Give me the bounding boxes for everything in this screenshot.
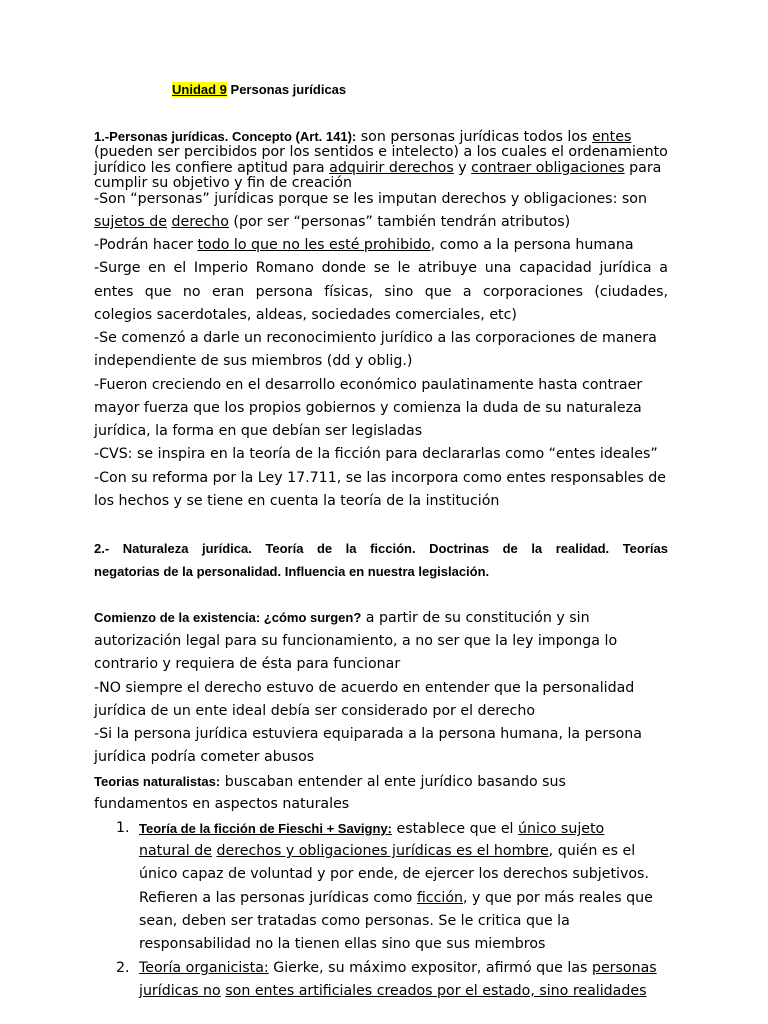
s1-line-16: -CVS: se inspira en la teoría de la ficción para declararlas como “entes ideales” (94, 446, 658, 462)
existence-heading: Comienzo de la existencia: ¿cómo surgen? (94, 610, 362, 625)
underlined-text: son entes artificiales creados por el estado, sino realidades (225, 983, 647, 999)
list-item-1-line-3: único capaz de voluntad y por ende, de ejercer los derechos subjetivos. (139, 866, 649, 882)
s1-line-17: -Con su reforma por la Ley 17.711, se las incorpora como entes responsables de (94, 470, 667, 486)
text: , y que por más reales que (463, 890, 653, 906)
text: son personas jurídicas todos los (356, 129, 592, 145)
text: buscaban entender al ente jurídico basando sus (220, 774, 566, 790)
underlined-text: derechos y obligaciones jurídicas es el hombre (216, 843, 549, 859)
text: , quién es el (548, 843, 636, 859)
text: y (453, 160, 472, 176)
s2-line-7: jurídica podría cometer abusos (94, 749, 315, 765)
list-item-1-line-5: sean, deben ser tratadas como personas. Se le critica que la (139, 913, 570, 929)
underlined-text: personas (591, 960, 657, 976)
s2-line-9: fundamentos en aspectos naturales (94, 796, 350, 812)
list-item-1-line-6: responsabilidad no la tienen ellas sino que sus miembros (139, 936, 546, 952)
list-number-2: 2. (116, 960, 130, 976)
underlined-text: derecho (171, 214, 229, 230)
document-title (172, 82, 346, 97)
text: jurídico les confiere aptitud para (94, 160, 330, 176)
s1-line-14: mayor fuerza que los propios gobiernos y comienza la duda de su naturaleza (94, 400, 642, 416)
s1-line-5: -Son “personas” jurídicas porque se les imputan derechos y obligaciones: son (94, 191, 647, 207)
s1-line-8: -Surge en el Imperio Romano donde se le atribuye una capacidad jurídica a (94, 260, 668, 276)
title-text: Personas jurídicas (226, 82, 347, 97)
underlined-text: único sujeto (518, 821, 605, 837)
section-2-heading-2: negatorias de la personalidad. Influencia en nuestra legislación. (94, 564, 490, 579)
underlined-text: ficción (416, 890, 464, 906)
text: para (624, 160, 662, 176)
text: , como a la persona humana (430, 237, 634, 253)
s1-line-7 (94, 237, 634, 254)
s2-line-2: autorización legal para su funcionamiento, a no ser que la ley imponga lo (94, 633, 618, 649)
list-item-1-line-1 (139, 820, 604, 838)
text: -Podrán hacer (94, 237, 198, 253)
s1-line-10: colegios sacerdotales, aldeas, sociedades comerciales, etc) (94, 307, 517, 323)
text: establece que el (391, 821, 519, 837)
list-item-1-line-4 (139, 890, 653, 907)
section-2-heading: 2.- Naturaleza jurídica. Teoría de la ficción. Doctrinas de la realidad. Teorías (94, 541, 668, 556)
s1-line-6 (94, 214, 570, 231)
s2-line-8 (94, 773, 566, 791)
s2-line-4: -NO siempre el derecho estuvo de acuerdo en entender que la personalidad (94, 680, 635, 696)
s1-line-9: entes que no eran persona físicas, sino que a corporaciones (ciudades, (94, 284, 668, 300)
s1-line-12: independiente de sus miembros (dd y oblig.) (94, 353, 413, 369)
s1-line-4: cumplir su objetivo y fin de creación (94, 175, 352, 191)
s2-line-6: -Si la persona jurídica estuviera equiparada a la persona humana, la persona (94, 726, 642, 742)
unit-label: Unidad 9 (172, 82, 227, 97)
section-1-heading: 1.-Personas jurídicas. Concepto (Art. 141): (94, 129, 357, 144)
text: Gierke, su máximo expositor, afirmó que las (268, 960, 592, 976)
s1-line-11: -Se comenzó a darle un reconocimiento jurídico a las corporaciones de manera (94, 330, 657, 346)
s2-line-5: jurídica de un ente ideal debía ser considerado por el derecho (94, 703, 536, 719)
underlined-text: entes (591, 129, 632, 145)
underlined-text: jurídicas no (139, 983, 221, 999)
s1-line-18: los hechos y se tiene en cuenta la teoría de la institución (94, 493, 500, 509)
list-item-2-line-1 (139, 960, 657, 977)
s1-line-2: (pueden ser percibidos por los sentidos e intelecto) a los cuales el ordenamiento (94, 144, 668, 160)
list-number-1: 1. (116, 820, 130, 836)
s1-line-13: -Fueron creciendo en el desarrollo económico paulatinamente hasta contraer (94, 377, 643, 393)
underlined-text: contraer obligaciones (471, 160, 625, 176)
theories-heading: Teorias naturalistas: (94, 774, 221, 789)
underlined-text: adquirir derechos (329, 160, 454, 176)
underlined-text: natural de (139, 843, 212, 859)
list-item-2-line-2 (139, 983, 647, 1000)
underlined-text: sujetos de (94, 214, 167, 230)
underlined-text: todo lo que no les esté prohibido (197, 237, 431, 253)
text: a partir de su constitución y sin (361, 610, 590, 626)
organicist-theory-heading: Teoría organicista: (139, 960, 269, 976)
s1-line-15: jurídica, la forma en que debían ser legisladas (94, 423, 423, 439)
text: Refieren a las personas jurídicas como (139, 890, 417, 906)
s2-line-3: contrario y requiera de ésta para funcionar (94, 656, 401, 672)
list-item-1-line-2 (139, 843, 635, 860)
fiction-theory-heading: Teoría de la ficción de Fieschi + Savigny: (139, 821, 392, 836)
text: (por ser “personas” también tendrán atributos) (228, 214, 571, 230)
s2-line-1 (94, 609, 590, 627)
